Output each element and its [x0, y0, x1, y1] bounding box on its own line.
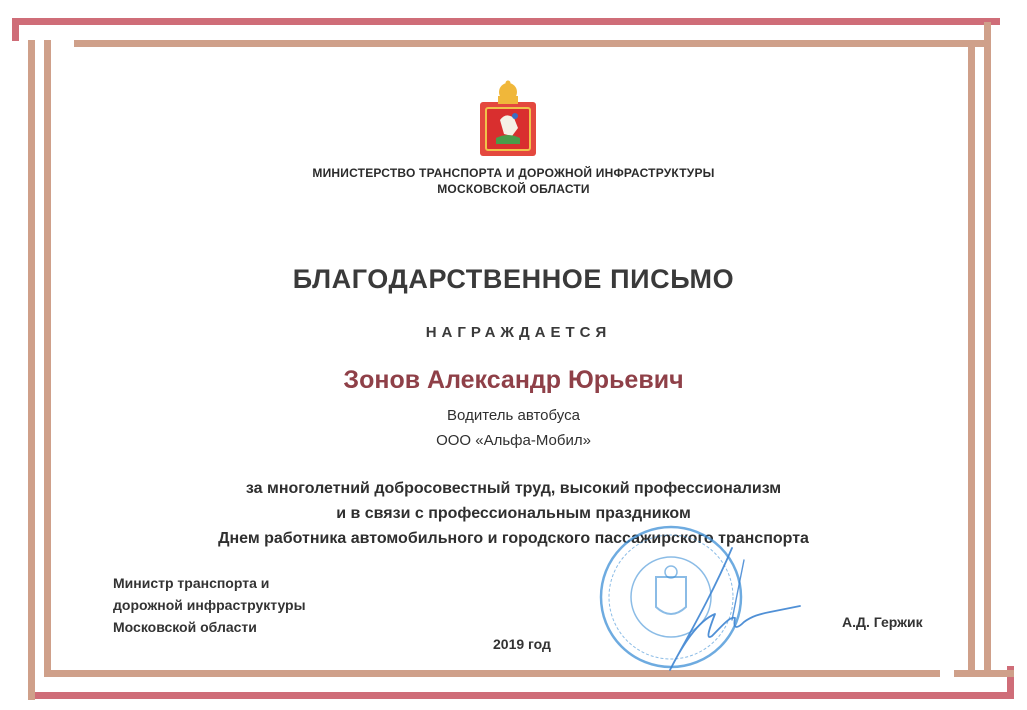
- ministry-line-2: МОСКОВСКОЙ ОБЛАСТИ: [437, 182, 590, 196]
- signer-name: А.Д. Гержик: [842, 614, 923, 630]
- frame-bottom-pink: [28, 692, 1014, 699]
- frame-top-left-pink-tick: [12, 18, 19, 41]
- frame-left-inner: [44, 40, 51, 676]
- frame-top-inner: [74, 40, 990, 47]
- signer-title-line-1: Министр транспорта и: [113, 575, 270, 591]
- frame-top-pink: [12, 18, 1000, 25]
- frame-bottom-right-tan: [954, 670, 1014, 677]
- ministry-line-1: МИНИСТЕРСТВО ТРАНСПОРТА И ДОРОЖНОЙ ИНФРАСТРУКТУРЫ: [312, 166, 715, 180]
- recipient-details: [0, 403, 1027, 453]
- handwritten-signature: [640, 540, 810, 680]
- signer-title: [113, 572, 306, 638]
- reason-line-1: за многолетний добросовестный труд, высокий профессионализм: [245, 480, 782, 497]
- frame-right-inner: [968, 40, 975, 676]
- document-title: БЛАГОДАРСТВЕННОЕ ПИСЬМО: [292, 264, 735, 294]
- signer-title-line-3: Московской области: [113, 619, 257, 635]
- signer-title-line-2: дорожной инфраструктуры: [113, 597, 306, 613]
- ministry-header: [0, 165, 1027, 197]
- coat-of-arms-emblem: [478, 80, 538, 158]
- awarded-label: НАГРАЖДАЕТСЯ: [425, 324, 612, 341]
- recipient-name: Зонов Александр Юрьевич: [343, 366, 684, 394]
- reason-line-3: Днем работника автомобильного и городского пассажирского транспорта: [218, 530, 809, 547]
- award-reason: [0, 476, 1027, 551]
- frame-right-outer: [984, 22, 991, 676]
- recipient-position: Водитель автобуса: [447, 407, 580, 424]
- reason-line-2: и в связи с профессиональным праздником: [336, 505, 691, 522]
- recipient-organization: ООО «Альфа-Мобил»: [436, 432, 591, 449]
- issue-year: 2019 год: [493, 636, 551, 652]
